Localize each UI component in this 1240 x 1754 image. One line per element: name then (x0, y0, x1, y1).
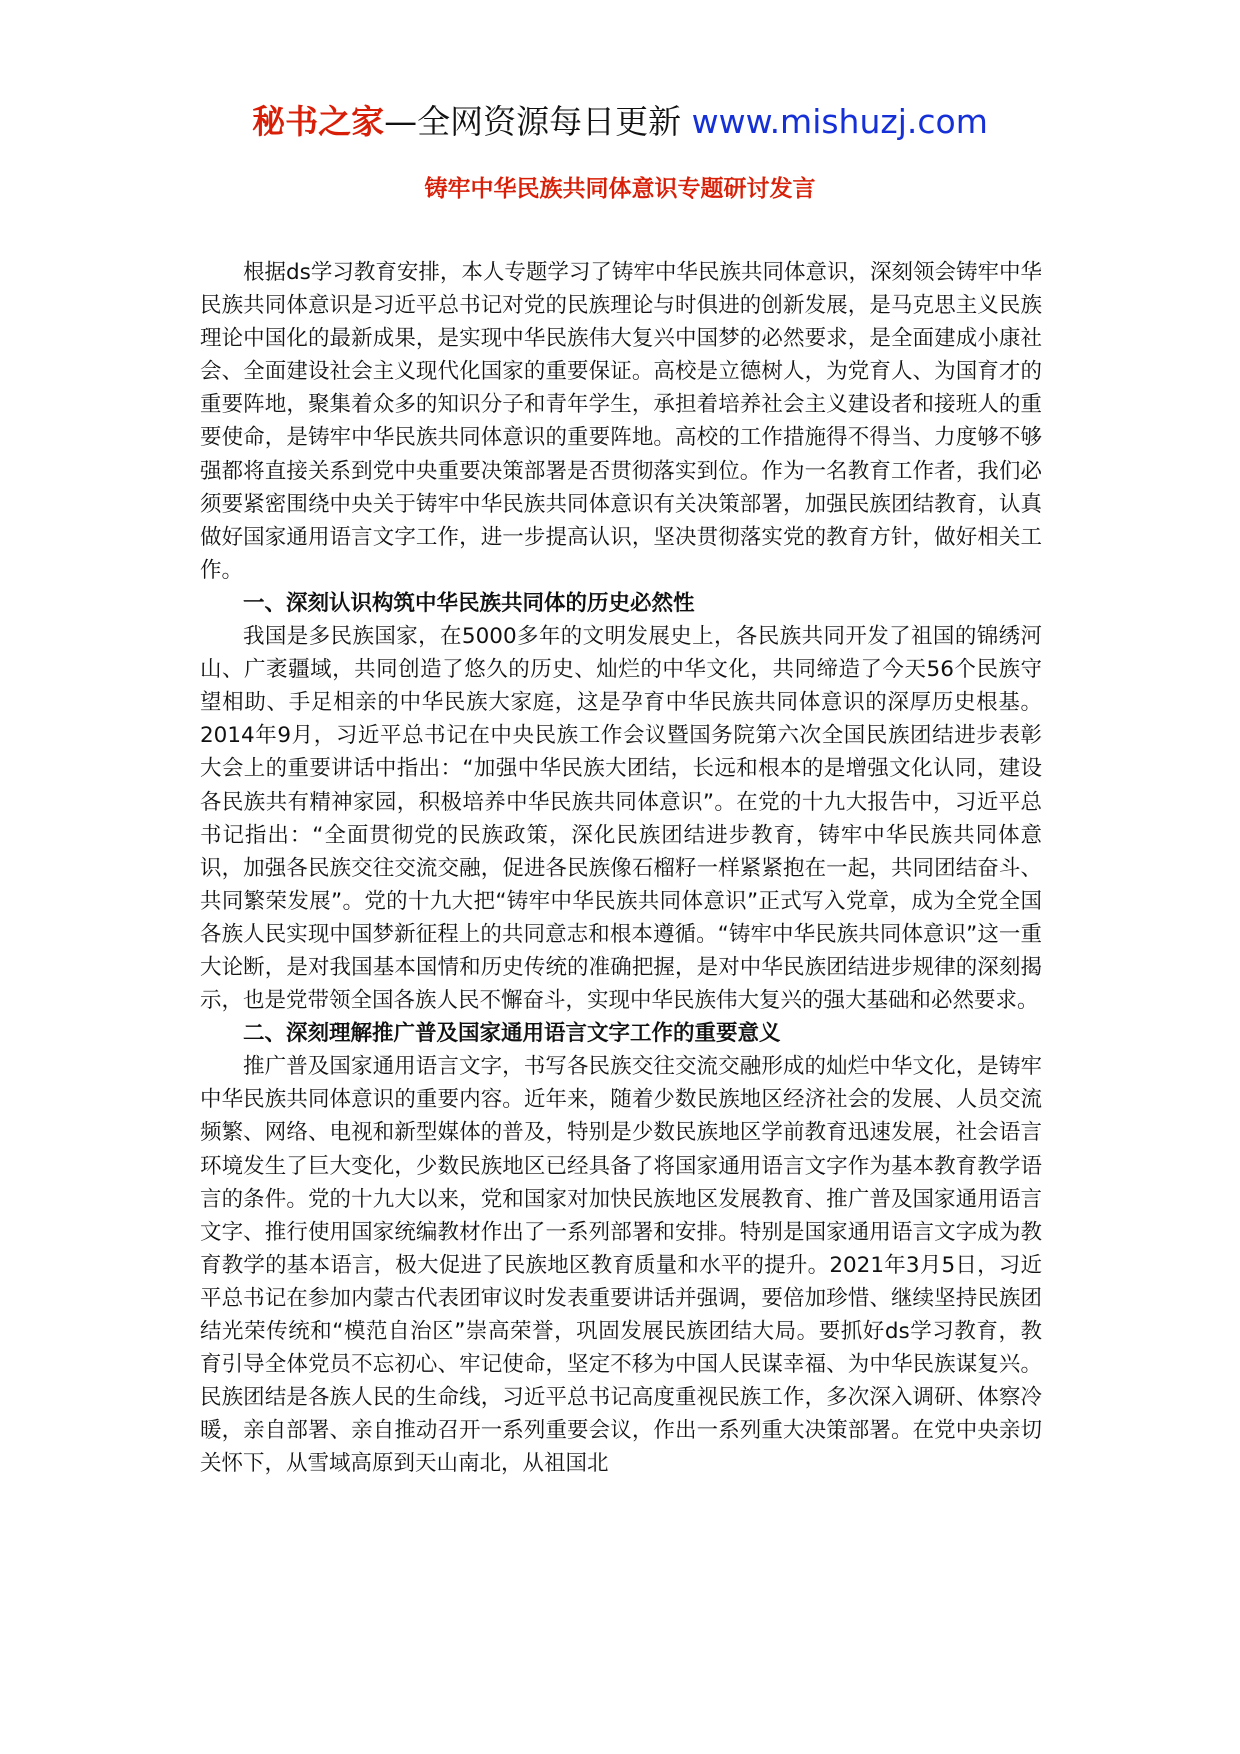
banner-tagline: —全网资源每日更新 (384, 102, 692, 141)
document-title: 铸牢中华民族共同体意识专题研讨发言 (424, 176, 816, 202)
section-2-paragraph: 推广普及国家通用语言文字，书写各民族交往交流交融形成的灿烂中华文化，是铸牢中华民族共同体意识的重要内容。近年来，随着少数民族地区经济社会的发展、人员交流频繁、网络、电视和新型媒体的普及，特别是少数民族地区学前教育迅速发展，社会语言环境发生了巨大变化，少数民族地区已经具备了将国家通用语言文字作为基本教育教学语言的条件。党的十九大以来，党和国家对加快民族地区发展教育、推广普及国家通用语言文字、推行使用国家统编教材作出了一系列部署和安排。特别是国家通用语言文字成为教育教学的基本语言，极大促进了民族地区教育质量和水平的提升。2021年3月5日，习近平总书记在参加内蒙古代表团审议时发表重要讲话并强调，要倍加珍惜、继续坚持民族团结光荣传统和“模范自治区”崇高荣誉，巩固发展民族团结大局。要抓好ds学习教育，教育引导全体党员不忘初心、牢记使命，坚定不移为中国人民谋幸福、为中华民族谋复兴。民族团结是各族人民的生命线，习近平总书记高度重视民族工作，多次深入调研、体察冷暖，亲自部署、亲自推动召开一系列重要会议，作出一系列重大决策部署。在党中央亲切关怀下，从雪域高原到天山南北，从祖国北 (200, 1054, 1042, 1477)
section-2-heading: 二、深刻理解推广普及国家通用语言文字工作的重要意义 (243, 1021, 781, 1047)
site-banner (0, 100, 1240, 144)
section-1-heading: 一、深刻认识构筑中华民族共同体的历史必然性 (243, 590, 695, 616)
intro-paragraph: 根据ds学习教育安排，本人专题学习了铸牢中华民族共同体意识，深刻领会铸牢中华民族共同体意识是习近平总书记对党的民族理论与时俱进的创新发展，是马克思主义民族理论中国化的最新成果，是实现中华民族伟大复兴中国梦的必然要求，是全面建成小康社会、全面建设社会主义现代化国家的重要保证。高校是立德树人，为党育人、为国育才的重要阵地，聚集着众多的知识分子和青年学生，承担着培养社会主义建设者和接班人的重要使命，是铸牢中华民族共同体意识的重要阵地。高校的工作措施得不得当、力度够不够强都将直接关系到党中央重要决策部署是否贯彻落实到位。作为一名教育工作者，我们必须要紧密围绕中央关于铸牢中华民族共同体意识有关决策部署，加强民族团结教育，认真做好国家通用语言文字工作，进一步提高认识，坚决贯彻落实党的教育方针，做好相关工作。 (200, 260, 1042, 583)
brand-name: 秘书之家 (252, 102, 385, 141)
document-body (200, 256, 1042, 1480)
section-1-paragraph: 我国是多民族国家，在5000多年的文明发展史上，各民族共同开发了祖国的锦绣河山、广袤疆域，共同创造了悠久的历史、灿烂的中华文化，共同缔造了今天56个民族守望相助、手足相亲的中华民族大家庭，这是孕育中华民族共同体意识的深厚历史根基。2014年9月，习近平总书记在中央民族工作会议暨国务院第六次全国民族团结进步表彰大会上的重要讲话中指出：“加强中华民族大团结，长远和根本的是增强文化认同，建设各民族共有精神家园，积极培养中华民族共同体意识”。在党的十九大报告中，习近平总书记指出：“全面贯彻党的民族政策，深化民族团结进步教育，铸牢中华民族共同体意识，加强各民族交往交流交融，促进各民族像石榴籽一样紧紧抱在一起，共同团结奋斗、共同繁荣发展”。党的十九大把“铸牢中华民族共同体意识”正式写入党章，成为全党全国各族人民实现中国梦新征程上的共同意志和根本遵循。“铸牢中华民族共同体意识”这一重大论断，是对我国基本国情和历史传统的准确把握，是对中华民族团结进步规律的深刻揭示，也是党带领全国各族人民不懈奋斗，实现中华民族伟大复兴的强大基础和必然要求。 (200, 624, 1042, 1014)
site-url-link[interactable]: www.mishuzj.com (691, 102, 988, 141)
